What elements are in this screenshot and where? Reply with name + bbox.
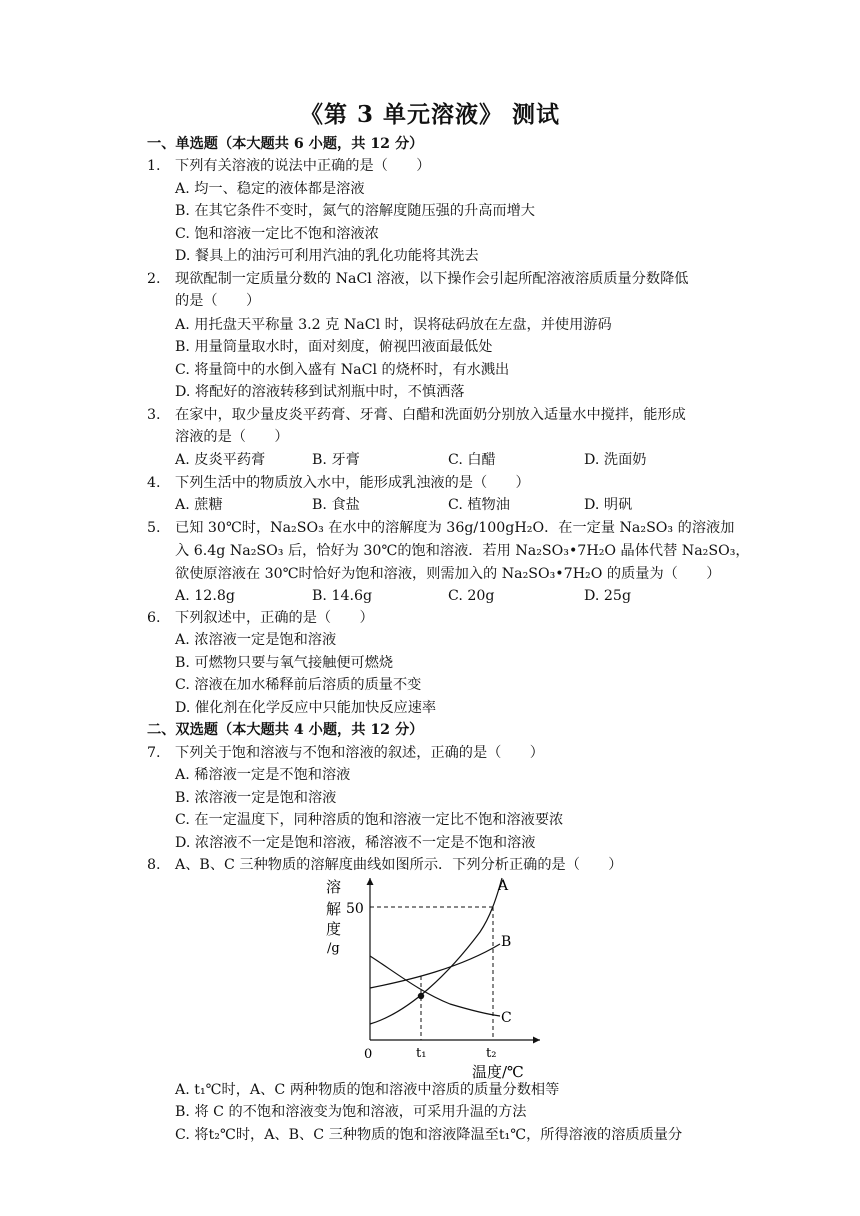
question-number: 7. [147,745,161,761]
curve-label-b: B [501,934,512,950]
section-heading-single-choice: 一、单选题（本大题共 6 小题，共 12 分） [147,136,424,152]
curve-b [370,944,500,988]
page-title: 《第 3 单元溶液》 测试 [299,101,561,128]
question-number: 1. [147,158,161,174]
option-c: C. 白醋 [448,452,496,468]
solubility-curve-figure [300,872,560,1082]
x-tick-t2: t₂ [486,1046,497,1061]
y-axis-label-char: 解 [326,900,342,918]
question-stem: 下列有关溶液的说法中正确的是（ ） [175,158,431,174]
question-stem-line: 在家中，取少量皮炎平药膏、牙膏、白醋和洗面奶分别放入适量水中搅拌，能形成 [175,407,686,423]
option-a: A. 稀溶液一定是不饱和溶液 [175,767,351,783]
curve-a [370,878,502,1024]
y-axis-label-char: 度 [326,920,342,938]
question-stem-line: 入 6.4g Na₂SO₃ 后，恰好为 30℃的饱和溶液．若用 Na₂SO₃•7H₂O 晶体代替 Na₂SO₃， [175,543,750,559]
question-number: 6. [147,610,161,626]
question-stem-line: 已知 30℃时，Na₂SO₃ 在水中的溶解度为 36g/100gH₂O．在一定量 Na₂SO₃ 的溶液加 [175,520,735,536]
option-c: C. 在一定温度下，同种溶质的饱和溶液一定比不饱和溶液要浓 [175,812,564,828]
option-d: D. 餐具上的油污可利用汽油的乳化功能将其洗去 [175,248,479,264]
option-b: B. 将 C 的不饱和溶液变为饱和溶液，可采用升温的方法 [175,1104,527,1120]
option-c: C. 20g [448,588,495,604]
option-d: D. 催化剂在化学反应中只能加快反应速率 [175,700,437,716]
y-tick-label: 50 [346,901,364,917]
option-b: B. 用量筒量取水时，面对刻度，俯视凹液面最低处 [175,339,493,355]
y-axis-label-char: 溶 [326,878,342,896]
x-tick-t1: t₁ [416,1046,427,1061]
section-heading-double-choice: 二、双选题（本大题共 4 小题，共 12 分） [147,722,424,738]
question-number: 4. [147,475,161,491]
option-b: B. 可燃物只要与氧气接触便可燃烧 [175,655,394,671]
intersection-point [418,993,424,999]
y-axis-label-char: /g [327,941,340,956]
option-d: D. 将配好的溶液转移到试剂瓶中时，不慎洒落 [175,384,465,400]
question-stem-line: 溶液的是（ ） [175,429,289,445]
option-b: B. 在其它条件不变时，氮气的溶解度随压强的升高而增大 [175,203,535,219]
option-a: A. 用托盘天平称量 3.2 克 NaCl 时，误将砝码放在左盘，并使用游码 [175,317,612,333]
option-c: C. 饱和溶液一定比不饱和溶液浓 [175,226,379,242]
curve-label-c: C [501,1010,512,1026]
curve-c [370,956,500,1016]
option-c: C. 溶液在加水稀释前后溶质的质量不变 [175,677,422,693]
option-a: A. 均一、稳定的液体都是溶液 [175,181,365,197]
option-a: A. 皮炎平药膏 [175,452,266,468]
option-d: D. 25g [584,588,632,604]
option-d: D. 明矾 [584,497,633,513]
option-c: C. 将量筒中的水倒入盛有 NaCl 的烧杯时，有水溅出 [175,362,510,378]
question-number: 8. [147,857,161,873]
question-stem: 下列关于饱和溶液与不饱和溶液的叙述，正确的是（ ） [175,745,544,761]
question-stem: 下列生活中的物质放入水中，能形成乳浊液的是（ ） [175,475,530,491]
origin-label: 0 [364,1047,373,1062]
option-c: C. 将t₂℃时，A、B、C 三种物质的饱和溶液降温至t₁℃，所得溶液的溶质质量分 [175,1127,683,1143]
option-b: B. 14.6g [312,588,373,604]
option-d: D. 浓溶液不一定是饱和溶液，稀溶液不一定是不饱和溶液 [175,835,536,851]
question-number: 5. [147,520,161,536]
question-number: 3. [147,407,161,423]
question-stem-line: 欲使原溶液在 30℃时恰好为饱和溶液，则需加入的 Na₂SO₃•7H₂O 的质量为（ ） [175,566,721,582]
option-c: C. 植物油 [448,497,510,513]
question-stem: A、B、C 三种物质的溶解度曲线如图所示．下列分析正确的是（ ） [175,857,623,873]
option-b: B. 食盐 [312,497,360,513]
option-a: A. 12.8g [175,588,235,604]
question-number: 2. [147,271,161,287]
x-axis-label: 温度/℃ [472,1063,524,1081]
option-a: A. 浓溶液一定是饱和溶液 [175,632,337,648]
option-d: D. 洗面奶 [584,452,647,468]
option-b: B. 浓溶液一定是饱和溶液 [175,790,337,806]
curve-label-a: A [498,878,509,894]
question-stem-line: 现欲配制一定质量分数的 NaCl 溶液，以下操作会引起所配溶液溶质质量分数降低 [175,271,689,287]
option-a: A. t₁℃时，A、C 两种物质的饱和溶液中溶质的质量分数相等 [175,1082,560,1098]
question-stem: 下列叙述中，正确的是（ ） [175,610,374,626]
option-b: B. 牙膏 [312,452,360,468]
question-stem-line: 的是（ ） [175,293,261,309]
option-a: A. 蔗糖 [175,497,223,513]
